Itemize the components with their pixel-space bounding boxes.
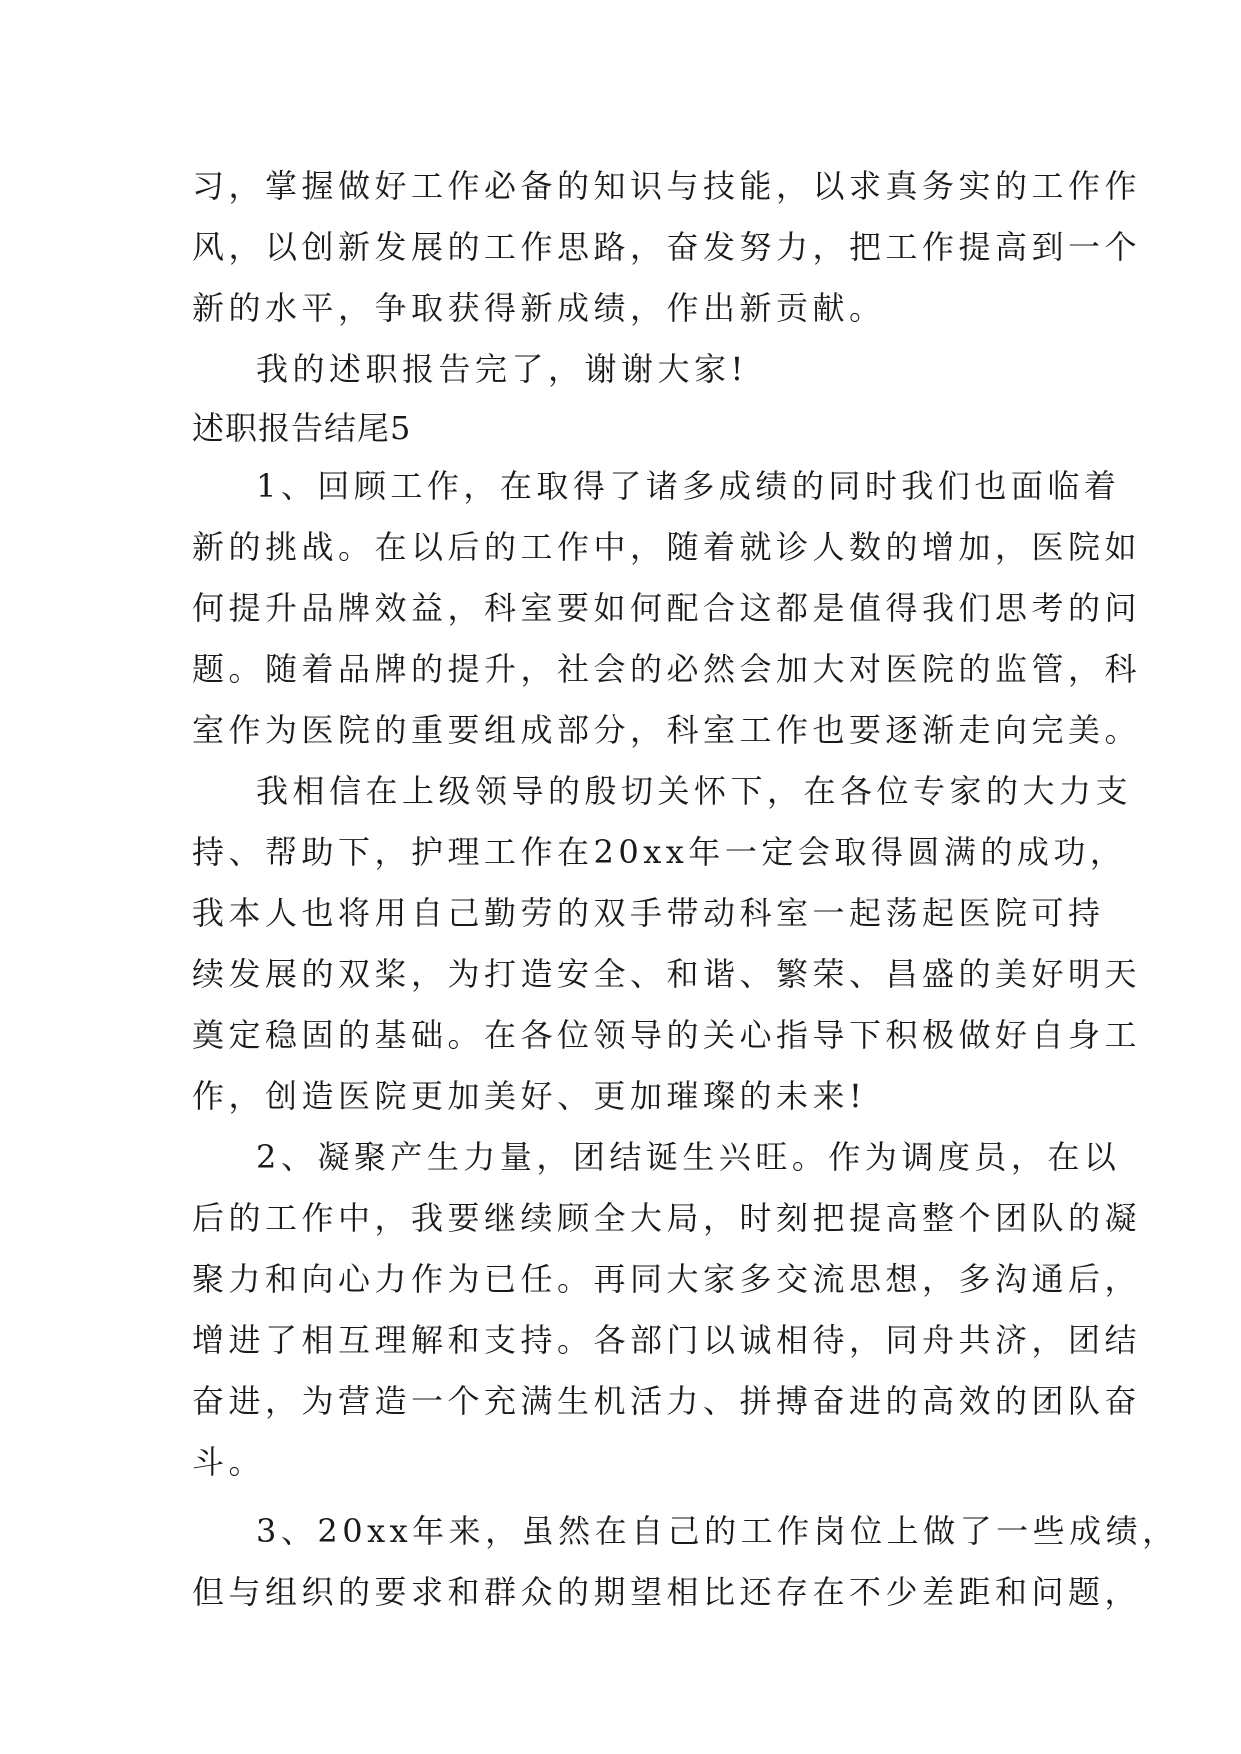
text-line: 斗。	[192, 1443, 266, 1481]
text-line: 何提升品牌效益，科室要如何配合这都是值得我们思考的问	[192, 589, 1142, 627]
text-line: 风，以创新发展的工作思路，奋发努力，把工作提高到一个	[192, 228, 1142, 266]
text-line: 习，掌握做好工作必备的知识与技能，以求真务实的工作作	[192, 167, 1142, 205]
closing-line: 我的述职报告完了，谢谢大家!	[256, 350, 748, 388]
text-line: 但与组织的要求和群众的期望相比还存在不少差距和问题，	[192, 1573, 1142, 1611]
text-line: 后的工作中，我要继续顾全大局，时刻把提高整个团队的凝	[192, 1199, 1142, 1237]
document-body	[192, 156, 1179, 1623]
text-line: 增进了相互理解和支持。各部门以诚相待，同舟共济，团结	[192, 1321, 1142, 1359]
text-line: 奋进，为营造一个充满生机活力、拼搏奋进的高效的团队奋	[192, 1382, 1142, 1420]
text-line: 新的水平，争取获得新成绩，作出新贡献。	[192, 289, 886, 327]
text-line: 我本人也将用自己勤劳的双手带动科室一起荡起医院可持	[192, 894, 1105, 932]
text-line: 室作为医院的重要组成部分，科室工作也要逐渐走向完美。	[192, 711, 1142, 749]
text-line: 2、凝聚产生力量，团结诞生兴旺。作为调度员，在以	[256, 1138, 1121, 1176]
paragraph-gap	[192, 1493, 1062, 1501]
section-heading: 述职报告结尾5	[192, 409, 412, 447]
text-line: 持、帮助下，护理工作在20xx年一定会取得圆满的成功，	[192, 833, 1127, 871]
text-line: 新的挑战。在以后的工作中，随着就诊人数的增加，医院如	[192, 528, 1142, 566]
text-line: 聚力和向心力作为已任。再同大家多交流思想，多沟通后，	[192, 1260, 1142, 1298]
text-line: 我相信在上级领导的殷切关怀下，在各位专家的大力支	[256, 772, 1133, 810]
text-line: 1、回顾工作，在取得了诸多成绩的同时我们也面临着	[256, 467, 1121, 505]
text-line: 续发展的双桨，为打造安全、和谐、繁荣、昌盛的美好明天	[192, 955, 1142, 993]
text-line: 3、20xx年来，虽然在自己的工作岗位上做了一些成绩，	[256, 1512, 1179, 1550]
text-line: 奠定稳固的基础。在各位领导的关心指导下积极做好自身工	[192, 1016, 1142, 1054]
text-line: 作，创造医院更加美好、更加璀璨的未来!	[192, 1077, 867, 1115]
text-line: 题。随着品牌的提升，社会的必然会加大对医院的监管，科	[192, 650, 1142, 688]
